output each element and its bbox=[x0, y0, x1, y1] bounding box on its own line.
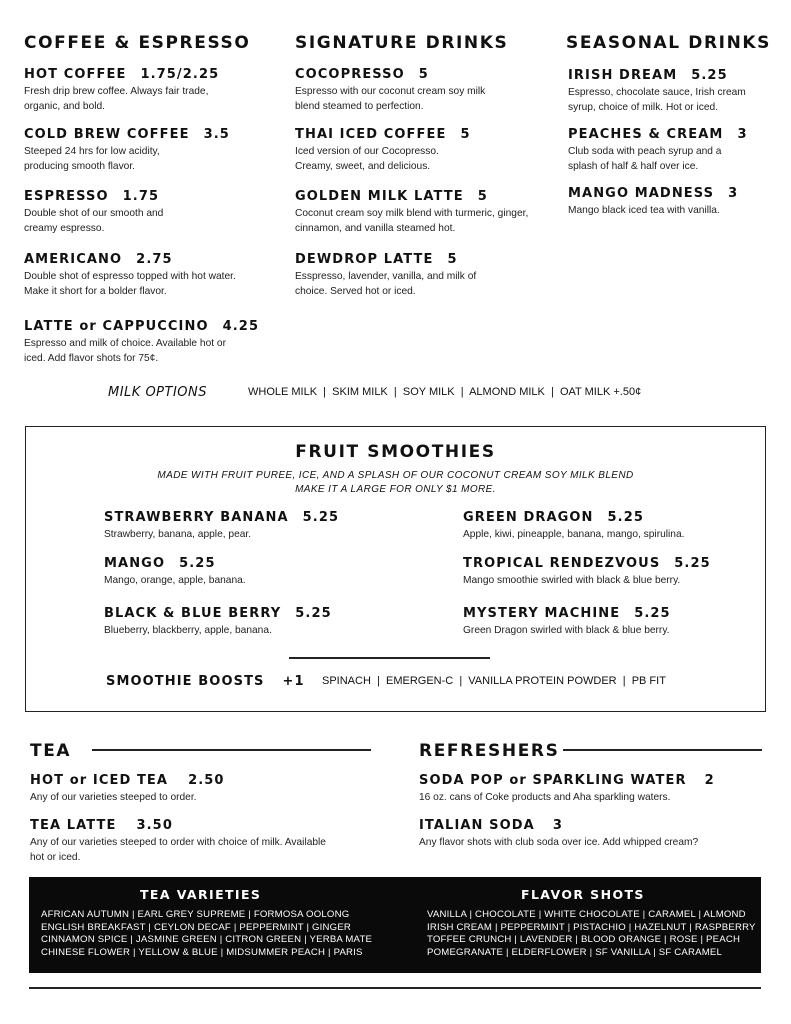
item-price: 2 bbox=[704, 773, 715, 788]
item-price: 5 bbox=[447, 252, 458, 267]
item-description: Strawberry, banana, apple, pear. bbox=[104, 529, 252, 540]
item-description: Iced version of our Cocopresso. Creamy, sweet, and delicious. bbox=[295, 146, 439, 172]
item-description: Espresso, chocolate sauce, Irish cream syrup, choice of milk. Hot or iced. bbox=[568, 87, 746, 113]
item-description: Apple, kiwi, pineapple, banana, mango, spirulina. bbox=[463, 529, 685, 540]
item-price: 2.50 bbox=[188, 773, 225, 788]
item-description: Esspresso, lavender, vanilla, and milk of choice. Served hot or iced. bbox=[295, 271, 477, 297]
item-description: Steeped 24 hrs for low acidity, producing smooth flavor. bbox=[24, 146, 160, 172]
item-name: STRAWBERRY BANANA bbox=[104, 510, 289, 525]
item-price: 5 bbox=[477, 189, 488, 204]
smoothies-divider bbox=[289, 657, 490, 659]
flavor-shots-line: IRISH CREAM | PEPPERMINT | PISTACHIO | HAZELNUT | RASPBERRY bbox=[427, 921, 756, 933]
flavor-shots-list bbox=[427, 909, 756, 959]
item-price: 3.5 bbox=[203, 127, 230, 142]
menu-item bbox=[104, 510, 404, 543]
item-price: 5.25 bbox=[634, 606, 671, 621]
flavor-shots-line: VANILLA | CHOCOLATE | WHITE CHOCOLATE | CARAMEL | ALMOND bbox=[427, 909, 746, 920]
item-description: Mango, orange, apple, banana. bbox=[104, 575, 246, 586]
menu-item bbox=[104, 556, 404, 589]
item-description: Double shot of our smooth and creamy espresso. bbox=[24, 208, 164, 234]
menu-item bbox=[463, 556, 753, 589]
smoothies-large-note: MAKE IT A LARGE FOR ONLY $1 MORE. bbox=[295, 484, 496, 495]
boosts-label: SMOOTHIE BOOSTS bbox=[106, 674, 265, 689]
item-price: 5.25 bbox=[674, 556, 711, 571]
item-name: MANGO bbox=[104, 556, 166, 571]
tea-title-rule bbox=[92, 749, 371, 751]
item-description: Any of our varieties steeped to order. bbox=[30, 792, 197, 803]
tea-section-title: TEA bbox=[30, 741, 72, 761]
tea-varieties-list bbox=[41, 909, 372, 959]
item-price: 1.75 bbox=[122, 189, 160, 204]
item-description: Club soda with peach syrup and a splash of half & half over ice. bbox=[568, 146, 722, 172]
item-name: SODA POP or SPARKLING WATER bbox=[419, 773, 687, 788]
item-name: MYSTERY MACHINE bbox=[463, 606, 621, 621]
menu-item bbox=[24, 127, 264, 174]
item-price: 3 bbox=[737, 127, 748, 142]
item-name: HOT or ICED TEA bbox=[30, 773, 169, 788]
milk-options-list: WHOLE MILK | SKIM MILK | SOY MILK | ALMOND MILK | OAT MILK +.50¢ bbox=[248, 386, 642, 398]
boosts-price: +1 bbox=[282, 674, 305, 689]
signature-section-title: SIGNATURE DRINKS bbox=[295, 33, 509, 53]
menu-item bbox=[30, 773, 360, 806]
refreshers-title-rule bbox=[563, 749, 762, 751]
item-name: ESPRESSO bbox=[24, 189, 109, 204]
tea-varieties-line: ENGLISH BREAKFAST | CEYLON DECAF | PEPPERMINT | GINGER bbox=[41, 921, 352, 933]
item-name: PEACHES & CREAM bbox=[568, 127, 724, 142]
tea-varieties-line: CINNAMON SPICE | JASMINE GREEN | CITRON GREEN | YERBA MATE bbox=[41, 934, 373, 945]
item-description: Mango smoothie swirled with black & blue berry. bbox=[463, 575, 681, 586]
menu-item bbox=[24, 252, 264, 299]
item-name: ITALIAN SODA bbox=[419, 818, 535, 833]
menu-item bbox=[24, 319, 264, 366]
item-name: AMERICANO bbox=[24, 252, 123, 267]
item-description: Espresso and milk of choice. Available hot or iced. Add flavor shots for 75¢. bbox=[24, 338, 226, 364]
item-price: 5.25 bbox=[179, 556, 216, 571]
item-name: MANGO MADNESS bbox=[568, 186, 715, 201]
menu-item bbox=[419, 773, 759, 806]
item-price: 1.75/2.25 bbox=[140, 67, 220, 82]
item-name: TEA LATTE bbox=[30, 818, 117, 833]
item-description: Any of our varieties steeped to order with choice of milk. Available hot or iced. bbox=[30, 837, 326, 863]
item-price: 5.25 bbox=[691, 68, 728, 83]
smoothies-title: FRUIT SMOOTHIES bbox=[295, 442, 496, 462]
menu-item bbox=[568, 68, 791, 115]
item-description: Mango black iced tea with vanilla. bbox=[568, 205, 720, 216]
item-name: BLACK & BLUE BERRY bbox=[104, 606, 282, 621]
menu-item bbox=[24, 189, 264, 236]
varieties-box bbox=[29, 877, 761, 973]
item-name: HOT COFFEE bbox=[24, 67, 127, 82]
item-description: Espresso with our coconut cream soy milk blend steamed to perfection. bbox=[295, 86, 486, 112]
item-price: 4.25 bbox=[222, 319, 260, 334]
item-description: Any flavor shots with club soda over ice. Add whipped cream? bbox=[419, 837, 699, 848]
item-name: DEWDROP LATTE bbox=[295, 252, 434, 267]
item-price: 2.75 bbox=[136, 252, 173, 267]
item-name: THAI ICED COFFEE bbox=[295, 127, 447, 142]
item-description: Green Dragon swirled with black & blue berry. bbox=[463, 625, 670, 636]
menu-item bbox=[30, 818, 340, 865]
item-name: GREEN DRAGON bbox=[463, 510, 594, 525]
smoothie-boosts-label bbox=[106, 674, 305, 689]
item-price: 3.50 bbox=[136, 818, 173, 833]
menu-item bbox=[568, 186, 791, 219]
item-name: GOLDEN MILK LATTE bbox=[295, 189, 464, 204]
menu-item bbox=[419, 818, 759, 851]
menu-item bbox=[568, 127, 791, 174]
item-description: 16 oz. cans of Coke products and Aha sparkling waters. bbox=[419, 792, 671, 803]
item-price: 5.25 bbox=[607, 510, 644, 525]
item-description: Blueberry, blackberry, apple, banana. bbox=[104, 625, 272, 636]
refreshers-section-title: REFRESHERS bbox=[419, 741, 560, 761]
item-price: 5 bbox=[418, 67, 429, 82]
item-name: COLD BREW COFFEE bbox=[24, 127, 190, 142]
item-name: LATTE or CAPPUCCINO bbox=[24, 319, 209, 334]
flavor-shots-line: TOFFEE CRUNCH | LAVENDER | BLOOD ORANGE | ROSE | PEACH bbox=[427, 934, 741, 945]
bottom-rule bbox=[29, 987, 761, 989]
menu-item bbox=[24, 67, 264, 114]
smoothies-subtitle: MADE WITH FRUIT PUREE, ICE, AND A SPLASH OF OUR COCONUT CREAM SOY MILK BLEND bbox=[157, 470, 634, 481]
item-price: 5 bbox=[460, 127, 471, 142]
item-price: 5.25 bbox=[295, 606, 332, 621]
menu-item bbox=[463, 606, 753, 639]
menu-item bbox=[104, 606, 404, 639]
item-price: 5.25 bbox=[302, 510, 340, 525]
tea-varieties-title: TEA VARIETIES bbox=[140, 887, 262, 902]
item-name: TROPICAL RENDEZVOUS bbox=[463, 556, 661, 571]
smoothie-boosts-list: SPINACH | EMERGEN-C | VANILLA PROTEIN POWDER | PB FIT bbox=[322, 675, 666, 687]
menu-item bbox=[295, 252, 535, 299]
item-price: 3 bbox=[728, 186, 739, 201]
milk-options-label: MILK OPTIONS bbox=[108, 385, 208, 400]
item-description: Double shot of espresso topped with hot water. Make it short for a bolder flavor. bbox=[24, 271, 236, 297]
menu-item bbox=[295, 189, 535, 236]
flavor-shots-line: POMEGRANATE | ELDERFLOWER | SF VANILLA | SF CARAMEL bbox=[427, 946, 723, 958]
item-price: 3 bbox=[552, 818, 563, 833]
item-description: Fresh drip brew coffee. Always fair trade, organic, and bold. bbox=[24, 86, 209, 112]
menu-item bbox=[295, 67, 535, 114]
item-name: IRISH DREAM bbox=[568, 68, 678, 83]
menu-item bbox=[295, 127, 535, 174]
seasonal-section-title: SEASONAL DRINKS bbox=[566, 33, 772, 53]
item-name: COCOPRESSO bbox=[295, 67, 405, 82]
menu-item bbox=[463, 510, 753, 543]
smoothies-box bbox=[25, 426, 766, 712]
flavor-shots-title: FLAVOR SHOTS bbox=[521, 887, 645, 902]
coffee-section-title: COFFEE & ESPRESSO bbox=[24, 33, 251, 53]
item-description: Coconut cream soy milk blend with turmeric, ginger, cinnamon, and vanilla steamed hot. bbox=[295, 208, 529, 234]
tea-varieties-line: AFRICAN AUTUMN | EARL GREY SUPREME | FORMOSA OOLONG bbox=[41, 909, 350, 920]
tea-varieties-line: CHINESE FLOWER | YELLOW & BLUE | MIDSUMMER PEACH | PARIS bbox=[41, 946, 363, 958]
